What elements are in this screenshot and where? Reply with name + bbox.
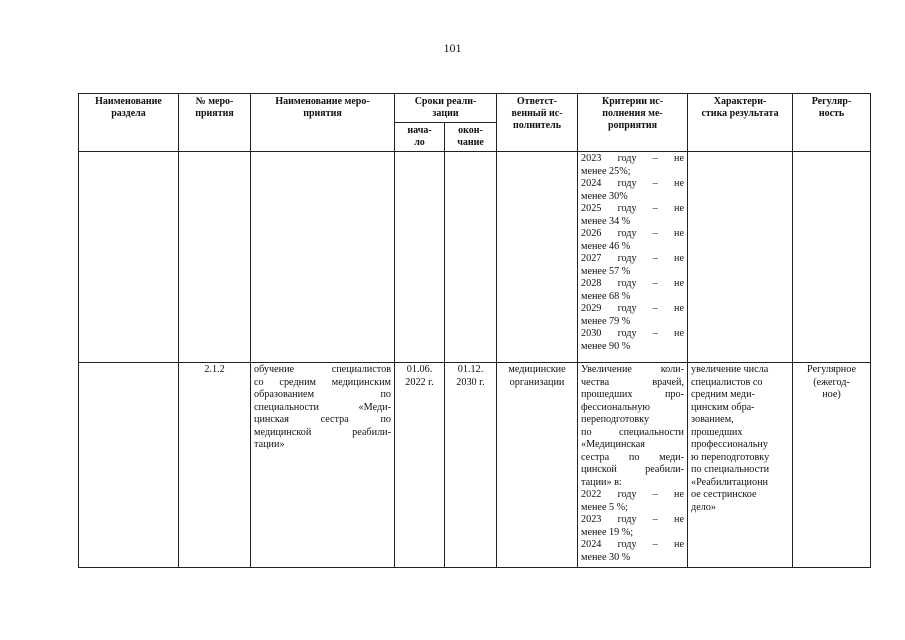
activities-table (78, 93, 871, 568)
cell-event-name (251, 363, 395, 568)
text-line: цинская сестра по (254, 414, 391, 425)
text-line: ность (818, 108, 845, 119)
text-line: 2024 году – не (581, 178, 685, 189)
text-line: Наименование меро- (275, 96, 370, 107)
text-line: прошедших про- (581, 389, 685, 400)
text-line: зации (432, 108, 459, 119)
text-line: специалистов со (691, 376, 763, 388)
text-line: нача- (407, 125, 432, 136)
text-line: прошедших (691, 426, 743, 438)
text-line: 2022 году – не (581, 489, 685, 500)
text-line: менее 25%; (581, 165, 631, 177)
text-line: ю переподготовку (691, 451, 770, 463)
text-line: менее 30% (581, 190, 628, 202)
text-line: медицинской реабили- (254, 426, 391, 438)
text-line: средним меди- (691, 389, 755, 400)
header-event-name (251, 94, 395, 152)
header-end (445, 123, 497, 152)
text-line: менее 57 % (581, 265, 631, 277)
header-criteria (578, 94, 688, 152)
text-line: Критерии ис- (601, 96, 664, 107)
cell-end (445, 363, 497, 568)
text-line: менее 68 % (581, 290, 631, 302)
text-line: тации» в: (581, 476, 622, 488)
text-line: чества врачей, (581, 376, 685, 388)
cell-section-name (79, 363, 179, 568)
text-line: 2026 году – не (581, 228, 685, 239)
cell-regularity (793, 152, 871, 363)
text-line: ое сестринское (691, 489, 757, 500)
text-line: менее 5 %; (581, 501, 628, 513)
text-line: приятия (303, 108, 342, 119)
text-line: ло (414, 137, 425, 148)
text-line: Увеличение коли- (581, 364, 685, 375)
text-line: Регуляр- (811, 96, 852, 107)
cell-regularity (793, 363, 871, 568)
text-line: тации» (254, 439, 285, 450)
text-line: цинской реабили- (581, 464, 685, 475)
text-line: 01.12. (457, 364, 484, 375)
text-line: Наименование (95, 96, 162, 107)
cell-start (395, 152, 445, 363)
text-line: Ответст- (516, 96, 558, 107)
text-line: венный ис- (511, 108, 563, 119)
text-line: 2023 году – не (581, 153, 685, 164)
cell-result (688, 363, 793, 568)
text-line: организации (509, 376, 565, 388)
header-section-name (79, 94, 179, 152)
text-line: менее 90 % (581, 340, 631, 352)
text-line: 2029 году – не (581, 303, 685, 314)
text-line: переподготовку (581, 414, 650, 425)
text-line: по специальности (581, 426, 685, 438)
text-line: 2030 году – не (581, 328, 685, 339)
text-line: 2024 году – не (581, 539, 685, 550)
header-timeframe (395, 94, 497, 123)
text-line: со средним медицинским (254, 376, 391, 388)
text-line: 2022 г. (405, 376, 434, 388)
page-number: 101 (443, 41, 462, 55)
cell-event-name (251, 152, 395, 363)
cell-event-number: 2.1.2 (179, 363, 251, 568)
text-line: приятия (195, 108, 234, 119)
text-line: раздела (111, 108, 146, 119)
text-line: менее 46 % (581, 240, 631, 252)
text-line: ное) (822, 389, 841, 400)
text-line: полнитель (513, 120, 562, 131)
table-row (79, 363, 871, 568)
text-line: сестра по меди- (581, 451, 685, 463)
text-line: образованием по (254, 389, 391, 400)
header-start (395, 123, 445, 152)
text-line: чание (457, 137, 484, 148)
text-line: по специальности (691, 464, 770, 475)
cell-criteria (578, 152, 688, 363)
text-line: Регулярное (807, 364, 856, 375)
text-line: роприятия (607, 120, 658, 131)
text-line: (ежегод- (813, 376, 850, 388)
header-result (688, 94, 793, 152)
header-responsible (497, 94, 578, 152)
text-line: окон- (458, 125, 483, 136)
text-line: специальности «Меди- (254, 401, 391, 413)
text-line: 2030 г. (456, 376, 485, 388)
cell-section-name (79, 152, 179, 363)
text-line: 2027 году – не (581, 253, 685, 264)
text-line: обучение специалистов (254, 364, 391, 375)
text-line: 2025 году – не (581, 203, 685, 214)
text-line: менее 79 % (581, 315, 631, 327)
text-line: увеличение числа (691, 364, 769, 375)
text-line: Сроки реали- (414, 96, 477, 107)
text-line: 2028 году – не (581, 278, 685, 289)
text-line: дело» (691, 501, 716, 513)
text-line: полнения ме- (602, 108, 663, 119)
text-line: менее 30 % (581, 551, 631, 563)
text-line: стика результата (701, 108, 779, 119)
text-line: «Медицинская (581, 439, 645, 450)
text-line: № меро- (195, 96, 234, 107)
text-line: «Реабилитационн (691, 476, 768, 488)
cell-event-number (179, 152, 251, 363)
header-event-number (179, 94, 251, 152)
cell-end (445, 152, 497, 363)
header-regularity (793, 94, 871, 152)
text-line: 01.06. (406, 364, 433, 375)
text-line: медицинские (508, 364, 566, 375)
text-line: Характери- (713, 96, 767, 107)
text-line: менее 19 %; (581, 526, 634, 538)
cell-result (688, 152, 793, 363)
cell-start (395, 363, 445, 568)
text-line: 2023 году – не (581, 514, 685, 525)
cell-criteria (578, 363, 688, 568)
table-row (79, 152, 871, 363)
text-line: менее 34 % (581, 215, 631, 227)
text-line: фессиональную (581, 401, 650, 413)
text-line: цинским обра- (691, 401, 755, 413)
cell-responsible (497, 152, 578, 363)
text-line: зованием, (691, 414, 734, 425)
text-line: профессиональну (691, 439, 768, 450)
cell-responsible (497, 363, 578, 568)
